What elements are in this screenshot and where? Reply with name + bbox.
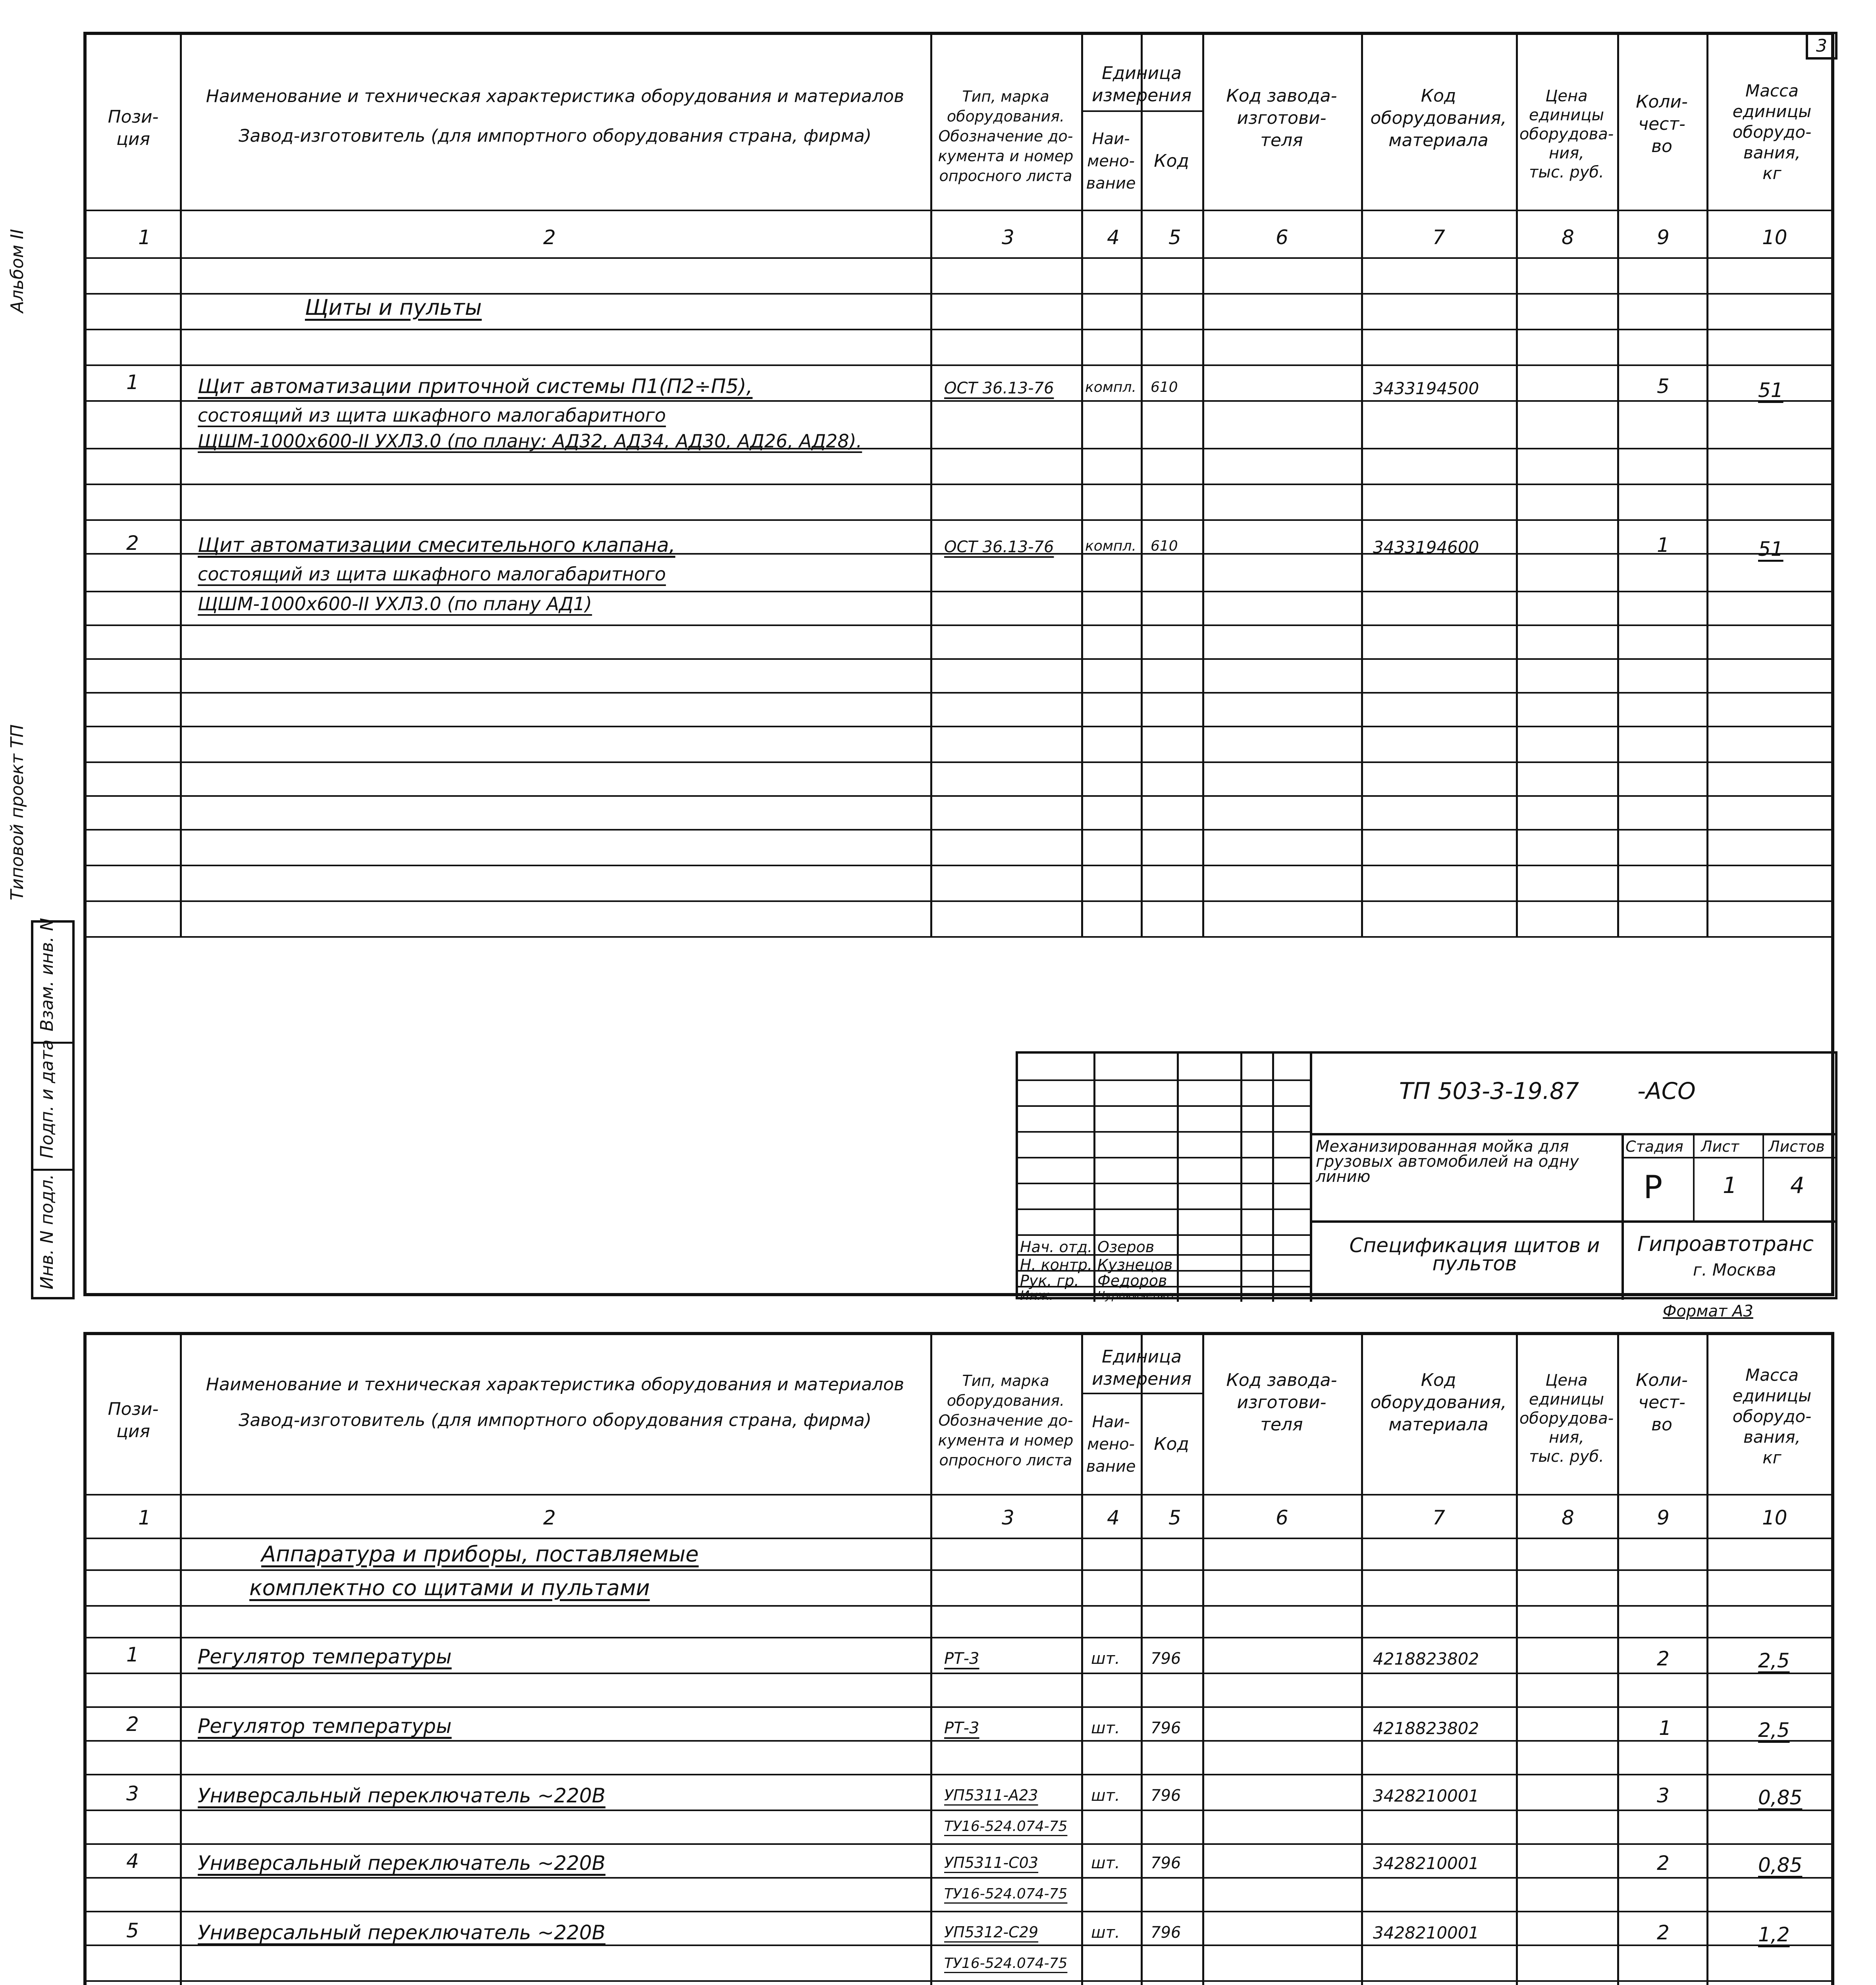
item-position: 3 xyxy=(126,1782,139,1805)
item-position: 4 xyxy=(126,1850,139,1873)
item-equipment-code: 3428210001 xyxy=(1373,1923,1479,1943)
item-equipment-code: 3433194500 xyxy=(1373,379,1479,398)
side-label-album: Альбом II xyxy=(7,229,27,313)
header-price: Цена единицы оборудова- ния, тыс. руб. xyxy=(1519,1371,1614,1466)
role-label: Инж. xyxy=(1020,1288,1053,1303)
header-quantity: Коли- чест- во xyxy=(1636,1370,1688,1435)
table-end-line xyxy=(87,936,1831,938)
item-position: 2 xyxy=(126,1713,139,1736)
col-number: 2 xyxy=(543,226,556,249)
section-title: Щиты и пульты xyxy=(305,295,482,320)
col-number: 6 xyxy=(1276,226,1288,249)
item-description-line: Щит автоматизации смесительного клапана, xyxy=(198,534,675,557)
sheet-value: 1 xyxy=(1723,1173,1737,1199)
col-number: 10 xyxy=(1762,226,1787,249)
header-unit-name: Наи- мено- вание xyxy=(1086,1413,1136,1476)
item-description-line: Универсальный переключатель ~220В xyxy=(198,1921,605,1944)
col-number: 1 xyxy=(138,226,151,249)
side-label-inv-replace: Взам. инв. N xyxy=(37,918,57,1031)
sheets-label: Листов xyxy=(1768,1138,1825,1155)
item-quantity: 2 xyxy=(1657,1852,1670,1875)
item-description-line: ЩШМ-1000х600-II УХЛ3.0 (по плану АД1) xyxy=(198,593,592,615)
item-type: УП5311-А23 xyxy=(944,1786,1038,1804)
header-price: Цена единицы оборудова- ния, тыс. руб. xyxy=(1519,87,1614,181)
item-position: 5 xyxy=(126,1919,139,1942)
numbers-row-line xyxy=(87,257,1831,259)
item-description-line: ЩШМ-1000х600-II УХЛ3.0 (по плану: АД32, АД34, АД30, АД26, АД28). xyxy=(198,430,862,452)
item-description-line: Регулятор температуры xyxy=(198,1715,452,1738)
title-block xyxy=(1016,1051,1837,1303)
role-name: Федоров xyxy=(1097,1272,1167,1289)
header-plant-code: Код завода- изготови- теля xyxy=(1226,86,1337,150)
col-number: 7 xyxy=(1433,1506,1445,1529)
header-quantity: Коли- чест- во xyxy=(1636,92,1688,156)
item-unit: шт. xyxy=(1091,1854,1120,1872)
item-unit-code: 796 xyxy=(1151,1719,1181,1737)
col-number: 3 xyxy=(1002,226,1014,249)
header-unit-code: Код xyxy=(1154,1434,1189,1454)
item-unit-code: 796 xyxy=(1151,1786,1181,1805)
col-number: 5 xyxy=(1168,226,1181,249)
item-quantity: 1 xyxy=(1659,1717,1672,1740)
item-unit: шт. xyxy=(1091,1650,1120,1668)
item-type-standard: ТУ16-524.074-75 xyxy=(944,1955,1068,1972)
organization: Гипроавтотранс xyxy=(1637,1232,1814,1256)
header-plant-code: Код завода- изготови- теля xyxy=(1226,1370,1337,1435)
col-number: 6 xyxy=(1276,1506,1288,1529)
col-number: 10 xyxy=(1762,1506,1787,1529)
item-type: РТ-3 xyxy=(944,1650,979,1668)
item-type-standard: ТУ16-524.074-75 xyxy=(944,1886,1068,1902)
col-number: 5 xyxy=(1168,1506,1181,1529)
project-description: Механизированная мойка для грузовых автомобилей на одну линию xyxy=(1316,1137,1579,1186)
city: г. Москва xyxy=(1693,1260,1776,1280)
section-title-line2: комплектно со щитами и пультами xyxy=(249,1575,650,1600)
header-name-line1: Наименование и техническая характеристика оборудования и материалов xyxy=(206,86,904,106)
item-unit: компл. xyxy=(1085,538,1136,554)
header-equipment-code: Код оборудования, материала xyxy=(1370,86,1507,150)
sheet-label: Лист xyxy=(1701,1138,1739,1155)
item-mass: 2,5 xyxy=(1758,1649,1790,1672)
item-unit-code: 796 xyxy=(1151,1923,1181,1942)
header-name-line2: Завод-изготовитель (для импортного оборудования страна, фирма) xyxy=(239,1410,871,1430)
item-description-line: Универсальный переключатель ~220В xyxy=(198,1852,605,1875)
role-label: Нач. отд. xyxy=(1020,1238,1093,1256)
item-unit-code: 610 xyxy=(1151,538,1178,554)
role-label: Рук. гр. xyxy=(1020,1272,1079,1289)
header-type: Тип, марка оборудования. Обозначение до- кумента и номер опросного листа xyxy=(938,88,1074,185)
item-quantity: 5 xyxy=(1657,375,1670,398)
header-unit: Единица измерения xyxy=(1091,1346,1192,1389)
header-mass: Масса единицы оборудо- вания, кг xyxy=(1732,1365,1812,1467)
item-mass: 51 xyxy=(1758,538,1783,561)
item-equipment-code: 4218823802 xyxy=(1373,1719,1479,1738)
page-number-box: 3 xyxy=(1806,32,1837,60)
col-number: 4 xyxy=(1107,1506,1120,1529)
role-name: Кузнецов xyxy=(1097,1256,1173,1274)
item-unit: шт. xyxy=(1091,1786,1120,1805)
col-number: 8 xyxy=(1562,1506,1574,1529)
role-label: Н. контр. xyxy=(1020,1256,1093,1274)
item-mass: 0,85 xyxy=(1758,1854,1803,1877)
item-quantity: 3 xyxy=(1657,1784,1670,1807)
role-name: Озеров xyxy=(1097,1238,1155,1256)
item-unit-code: 796 xyxy=(1151,1854,1181,1872)
format-label: Формат А3 xyxy=(1663,1302,1753,1320)
item-type: УП5312-С29 xyxy=(944,1923,1039,1941)
header-name-line1: Наименование и техническая характеристика оборудования и материалов xyxy=(206,1374,904,1395)
col-number: 3 xyxy=(1002,1506,1014,1529)
col-number: 7 xyxy=(1433,226,1445,249)
header-unit-name: Наи- мено- вание xyxy=(1086,129,1136,193)
item-unit: компл. xyxy=(1085,379,1136,395)
side-label-inv-orig: Инв. N подл. xyxy=(37,1174,57,1289)
item-unit-code: 796 xyxy=(1151,1650,1181,1668)
item-position: 1 xyxy=(126,1643,139,1666)
item-equipment-code: 4218823802 xyxy=(1373,1649,1479,1669)
item-type-standard: ТУ16-524.074-75 xyxy=(944,1818,1068,1835)
item-mass: 1,2 xyxy=(1758,1923,1790,1946)
col-number: 2 xyxy=(543,1506,556,1529)
col-number: 8 xyxy=(1562,226,1574,249)
item-description-line: состоящий из щита шкафного малогабаритного xyxy=(198,563,666,585)
header-name-line2: Завод-изготовитель (для импортного оборудования страна, фирма) xyxy=(239,126,871,146)
col-number: 1 xyxy=(138,1506,151,1529)
item-type: ОСТ 36.13-76 xyxy=(944,379,1054,397)
item-quantity: 2 xyxy=(1657,1647,1670,1670)
item-mass: 0,85 xyxy=(1758,1786,1803,1809)
header-unit-code: Код xyxy=(1154,150,1189,171)
header-mass: Масса единицы оборудо- вания, кг xyxy=(1732,81,1812,183)
col-number: 9 xyxy=(1657,1506,1670,1529)
item-description-line: Регулятор температуры xyxy=(198,1645,452,1668)
side-label-sign-date: Подп. и дата xyxy=(37,1039,57,1158)
item-description-line: состоящий из щита шкафного малогабаритного xyxy=(198,405,666,426)
header-bottom-line xyxy=(87,210,1831,211)
item-unit: шт. xyxy=(1091,1923,1120,1942)
side-label-project: Типовой проект ТП xyxy=(7,724,27,900)
header-unit: Единица измерения xyxy=(1091,63,1192,106)
item-equipment-code: 3433194600 xyxy=(1373,538,1479,557)
doc-suffix: -АСО xyxy=(1637,1077,1696,1104)
header-position: Пози- ция xyxy=(108,1399,159,1442)
item-mass: 51 xyxy=(1758,379,1783,402)
sheet-2 xyxy=(83,1332,1834,1985)
col-number: 9 xyxy=(1657,226,1670,249)
col-number: 4 xyxy=(1107,226,1120,249)
item-quantity: 2 xyxy=(1657,1921,1670,1944)
header-equipment-code: Код оборудования, материала xyxy=(1370,1370,1507,1435)
item-position: 2 xyxy=(126,532,139,555)
item-position: 1 xyxy=(126,371,139,394)
sheets-value: 4 xyxy=(1790,1173,1805,1199)
item-unit-code: 610 xyxy=(1151,379,1178,395)
sheet-1 xyxy=(7,32,1834,1320)
item-mass: 2,5 xyxy=(1758,1719,1790,1742)
item-description-line: Универсальный переключатель ~220В xyxy=(198,1784,605,1807)
item-quantity: 1 xyxy=(1657,534,1670,557)
item-unit: шт. xyxy=(1091,1719,1120,1737)
item-equipment-code: 3428210001 xyxy=(1373,1786,1479,1806)
item-type: РТ-3 xyxy=(944,1719,979,1737)
item-type: УП5311-С03 xyxy=(944,1854,1039,1871)
item-description-line: Щит автоматизации приточной системы П1(П2÷П5), xyxy=(198,375,753,398)
header-position: Пози- ция xyxy=(108,107,159,149)
item-type: ОСТ 36.13-76 xyxy=(944,538,1054,556)
header-type: Тип, марка оборудования. Обозначение до- кумента и номер опросного листа xyxy=(938,1372,1074,1469)
doc-code: ТП 503-3-19.87 xyxy=(1399,1077,1579,1104)
stage-value: Р xyxy=(1643,1169,1663,1206)
stage-label: Стадия xyxy=(1625,1138,1683,1155)
role-name: Чуракиченко xyxy=(1097,1289,1174,1302)
item-equipment-code: 3428210001 xyxy=(1373,1854,1479,1873)
doc-title: Спецификация щитов и пультов xyxy=(1349,1234,1600,1275)
section-title-line1: Аппаратура и приборы, поставляемые xyxy=(261,1542,699,1567)
